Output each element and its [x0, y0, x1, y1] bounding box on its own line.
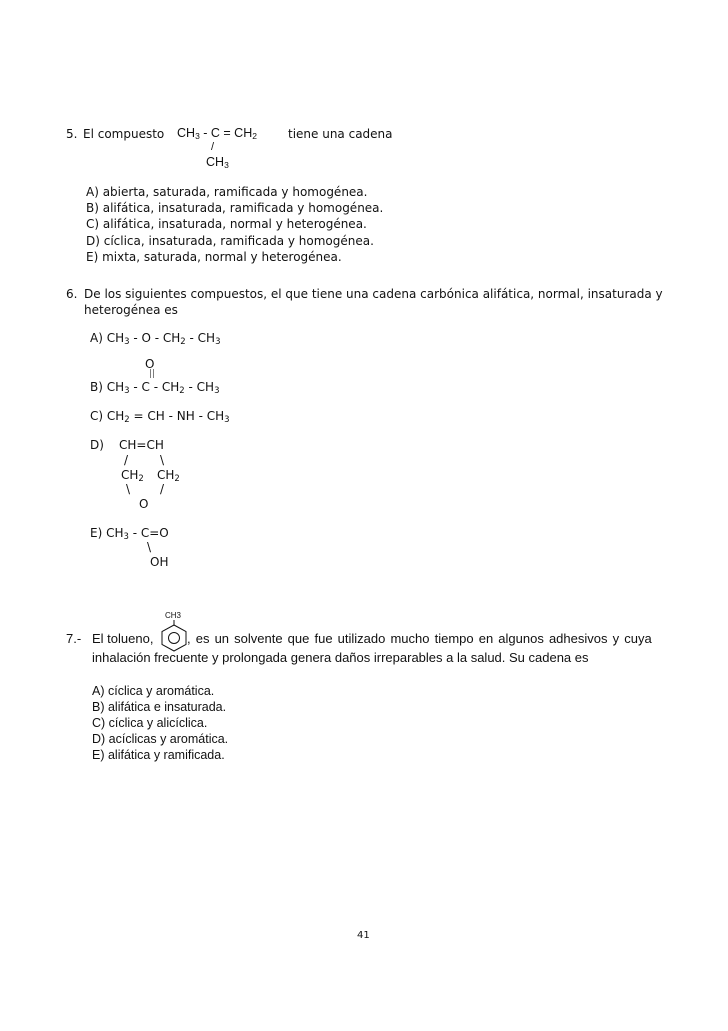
q6-d-ch2-left: CH: [121, 468, 139, 482]
q7-options: [92, 683, 228, 763]
q6-d-row3a: [121, 468, 144, 484]
q6-option-d-label[interactable]: D): [90, 438, 104, 452]
q6-e-pre: E) CH: [90, 526, 124, 540]
q6-a-mid2: - CH: [185, 331, 216, 345]
q6-c-s1: 2: [124, 415, 130, 425]
q6-c-mid: = CH - NH - CH: [129, 409, 225, 423]
q5-formula-sub2: 2: [252, 131, 257, 141]
q6-a-pre: A) CH: [90, 331, 125, 345]
q5-options: [86, 184, 383, 265]
q6-option-a[interactable]: [90, 331, 221, 347]
q5-formula-part1: CH: [177, 126, 196, 140]
q6-e-mid: - C=O: [128, 526, 169, 540]
q7-line1-a: El tolueno,: [92, 631, 154, 646]
q7-number: 7.-: [66, 631, 82, 646]
q5-option-e[interactable]: E) mixta, saturada, normal y heterogénea.: [86, 249, 342, 264]
q5-trail: tiene una cadena: [288, 127, 393, 141]
q5-option-c[interactable]: C) alifática, insaturada, normal y heterogénea.: [86, 217, 367, 232]
q6-option-c[interactable]: [90, 409, 230, 425]
q7-option-c[interactable]: C) cíclica y alicíclica.: [92, 716, 208, 730]
q5-branch-sub: 3: [224, 160, 229, 170]
q6-number: 6.: [66, 287, 78, 301]
q6-b-pre: B) CH: [90, 380, 125, 394]
q5-option-a[interactable]: A) abierta, saturada, ramificada y homogénea.: [86, 185, 368, 199]
q6-d-row5: O: [139, 497, 149, 511]
q5-formula: [177, 127, 257, 140]
q6-b-s1: 3: [124, 386, 130, 396]
q6-d-ch2-right: CH: [157, 468, 175, 482]
q7-option-a[interactable]: A) cíclica y aromática.: [92, 684, 215, 698]
toluene-methyl-label: CH3: [165, 611, 182, 620]
q7-line2: inhalación frecuente y prolongada genera daños irreparables a la salud. Su cadena es: [92, 650, 589, 665]
q5-option-d[interactable]: D) cíclica, insaturada, ramificada y homogénea.: [86, 233, 374, 248]
q7-option-d[interactable]: D) acíclicas y aromática.: [92, 732, 229, 746]
q5-formula-bond: /: [211, 141, 215, 153]
q6-b-s3: 3: [214, 386, 220, 396]
q6-option-e[interactable]: [90, 526, 169, 542]
q7-option-b[interactable]: B) alifática e insaturada.: [92, 700, 227, 714]
q6-stem-line2: heterogénea es: [84, 303, 178, 317]
q6-e-s1: 3: [123, 532, 129, 542]
q6-option-b[interactable]: [90, 380, 220, 396]
q5-branch-ch: CH: [206, 155, 225, 169]
q6-stem-line1: De los siguientes compuestos, el que tiene una cadena carbónica alifática, normal, insaturada y: [84, 287, 663, 301]
q6-e-bond: \: [147, 540, 152, 554]
q7-line1-b: , es un solvente que fue utilizado mucho tiempo en algunos adhesivos y cuya: [187, 631, 652, 646]
q6-d-row3b: [157, 468, 180, 484]
q6-d-row1: CH=CH: [119, 438, 164, 452]
toluene-ring-icon: [158, 619, 190, 653]
q6-e-oh: OH: [150, 555, 169, 569]
q6-a-s3: 3: [215, 337, 221, 347]
q6-d-row2b: \: [160, 453, 165, 467]
q7-option-e[interactable]: E) alifática y ramificada.: [92, 748, 225, 762]
q6-b-mid2: - CH: [184, 380, 215, 394]
page-number: 41: [357, 930, 370, 941]
q6-b-oxygen: O: [145, 357, 155, 371]
q6-b-s2: 2: [179, 386, 185, 396]
q6-d-ch2-left-sub: 2: [138, 474, 144, 484]
q5-lead: El compuesto: [83, 127, 165, 141]
q5-number: 5.: [66, 127, 78, 141]
q6-b-mid: - C - CH: [129, 380, 180, 394]
q6-a-s2: 2: [180, 337, 186, 347]
q6-b-double-bond: ||: [149, 369, 156, 379]
q6-d-ch2-right-sub: 2: [174, 474, 180, 484]
q5-formula-part2: - C = CH: [199, 126, 253, 140]
q5-formula-sub1: 3: [195, 131, 200, 141]
q6-d-row2a: /: [124, 453, 129, 467]
q6-c-pre: C) CH: [90, 409, 125, 423]
q6-a-mid: - O - CH: [129, 331, 181, 345]
q5-formula-branch: [206, 156, 229, 169]
q6-d-row4b: /: [160, 482, 165, 496]
q6-a-s1: 3: [124, 337, 130, 347]
q6-d-row4a: \: [126, 482, 131, 496]
q5-option-b[interactable]: B) alifática, insaturada, ramificada y homogénea.: [86, 201, 384, 216]
q6-c-s2: 3: [224, 415, 230, 425]
